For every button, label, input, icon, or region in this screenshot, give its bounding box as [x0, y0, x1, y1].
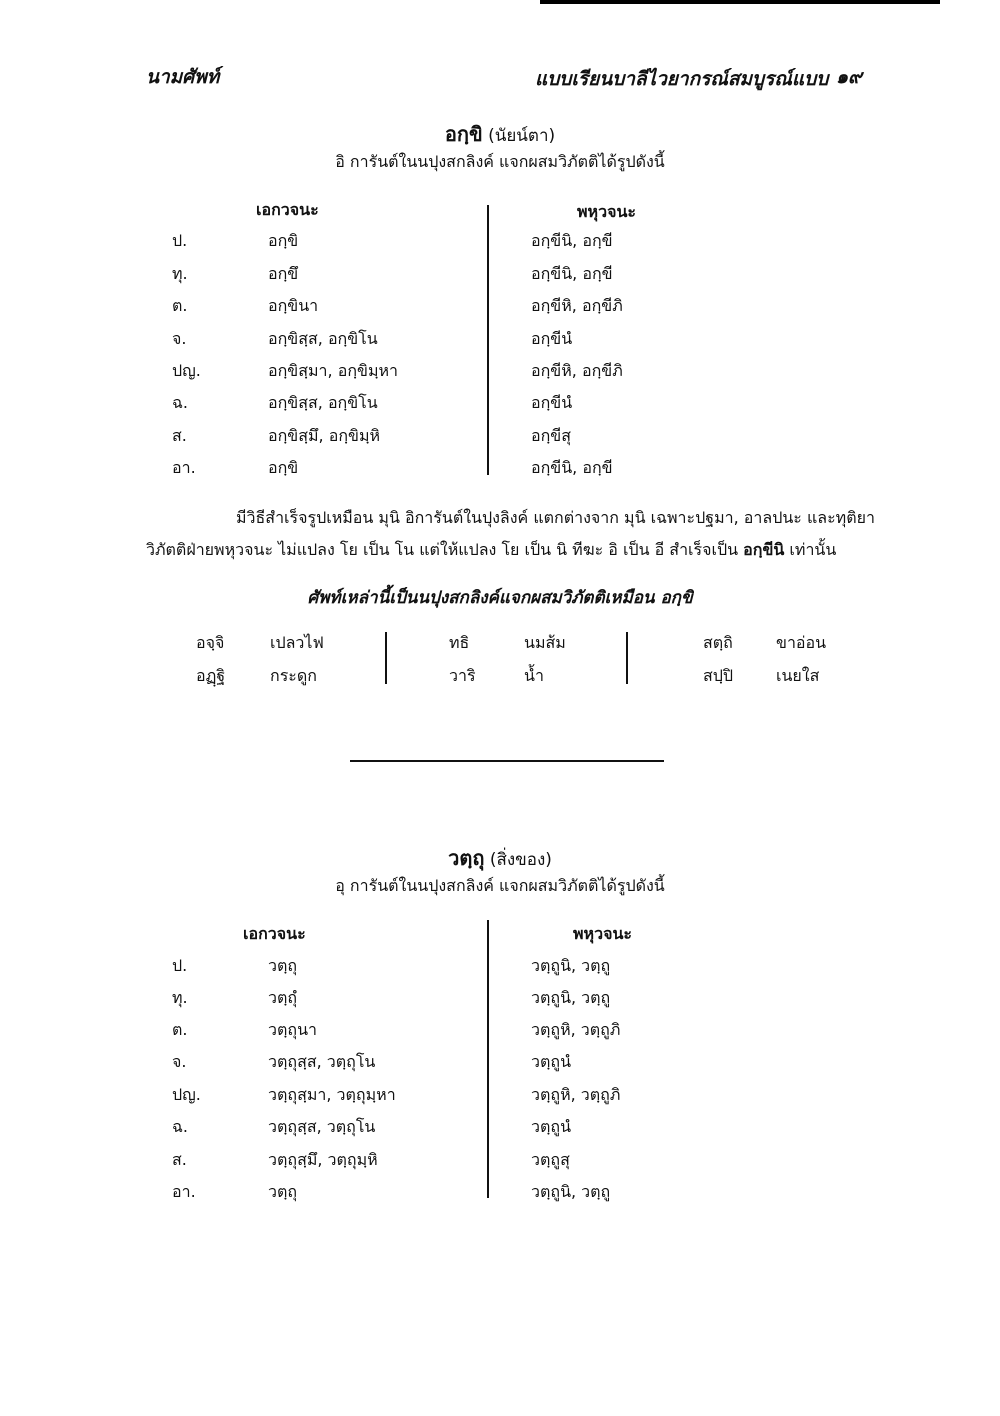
singular-form: วตฺถุสฺส, วตฺถุโน: [268, 1052, 376, 1071]
plural-form: วตฺถูนํ: [531, 1117, 571, 1136]
plural-form: อกฺขีนิ, อกฺขี: [531, 264, 613, 283]
case-label: อา.: [172, 458, 196, 477]
section1-meaning: (นัยน์ตา): [488, 126, 556, 146]
plural-form: อกฺขีนิ, อกฺขี: [531, 458, 613, 477]
similar-words-row: [0, 664, 1000, 696]
plural-form: วตฺถูหิ, วตฺถูภิ: [531, 1085, 621, 1104]
top-border-line: [540, 0, 940, 4]
table-row: [0, 1083, 1000, 1115]
case-label: จ.: [172, 1052, 187, 1071]
table-row: [0, 327, 1000, 359]
section1-word: อกฺขิ: [444, 122, 483, 146]
section2-title: [0, 842, 1000, 874]
plural-form: วตฺถูหิ, วตฺถูภิ: [531, 1020, 621, 1039]
singular-form: อกฺขิสฺส, อกฺขิโน: [268, 393, 378, 412]
singular-form: วตฺถุสฺมึ, วตฺถุมฺหิ: [268, 1150, 378, 1169]
word-meaning: กระดูก: [270, 666, 317, 685]
section1-title: [0, 118, 1000, 150]
pali-word: อฏฺฐิ: [196, 666, 226, 685]
section2-meaning: (สิ่งของ): [489, 850, 552, 870]
header-book-title: แบบเรียนบาลีไวยากรณ์สมบูรณ์แบบ: [535, 68, 829, 90]
table-row: [0, 294, 1000, 326]
plural-form: อกฺขีนํ: [531, 329, 573, 348]
case-label: ปญ.: [172, 361, 201, 380]
section1-singular-header: เอกวจนะ: [256, 200, 319, 219]
word-meaning: เปลวไฟ: [270, 633, 324, 652]
case-label: ต.: [172, 296, 188, 315]
case-label: ต.: [172, 1020, 188, 1039]
table-row: [0, 1180, 1000, 1212]
table-row: [0, 456, 1000, 488]
singular-form: อกฺขิ: [268, 231, 299, 250]
plural-form: วตฺถูนิ, วตฺถู: [531, 988, 611, 1007]
singular-form: วตฺถุํ: [268, 988, 298, 1007]
case-label: ส.: [172, 1150, 187, 1169]
plural-form: อกฺขีสุ: [531, 426, 571, 445]
singular-form: อกฺขิสฺมา, อกฺขิมฺหา: [268, 361, 399, 380]
section2-plural-header: พหุวจนะ: [573, 924, 632, 943]
plural-form: วตฺถูนิ, วตฺถู: [531, 1182, 611, 1201]
pali-word: วาริ: [449, 666, 476, 685]
case-label: ฉ.: [172, 393, 188, 412]
note-line-2-suffix: เท่านั้น: [789, 540, 837, 559]
similar-words-title: ศัพท์เหล่านี้เป็นนปุงสกลิงค์แจกผสมวิภัตติเหมือน อกฺขิ: [307, 588, 693, 608]
plural-form: วตฺถูสุ: [531, 1150, 570, 1169]
word-meaning: นมส้ม: [524, 633, 566, 652]
singular-form: วตฺถุนา: [268, 1020, 317, 1039]
note-bold-word: อกฺขีนิ: [743, 540, 785, 559]
singular-form: อกฺขึ: [268, 264, 299, 283]
singular-form: อกฺขิสฺมึ, อกฺขิมฺหิ: [268, 426, 381, 445]
singular-form: วตฺถุสฺมา, วตฺถุมฺหา: [268, 1085, 396, 1104]
header-chapter: นามศัพท์: [146, 66, 220, 88]
note-line-2-text: วิภัตติฝ่ายพหุวจนะ ไม่แปลง โย เป็น โน แต่ให้แปลง โย เป็น นิ ทีฆะ อิ เป็น อี สำเร็จเป็น: [146, 540, 739, 559]
table-row: [0, 1018, 1000, 1050]
table-row: [0, 954, 1000, 986]
plural-form: อกฺขีหิ, อกฺขีภิ: [531, 361, 623, 380]
singular-form: อกฺขิสฺส, อกฺขิโน: [268, 329, 378, 348]
plural-form: อกฺขีนิ, อกฺขี: [531, 231, 613, 250]
plural-form: วตฺถูนํ: [531, 1052, 571, 1071]
table-row: [0, 359, 1000, 391]
section2-subtitle: อุ การันต์ในนปุงสกลิงค์ แจกผสมวิภัตติได้รูปดังนี้: [335, 876, 665, 895]
table-row: [0, 229, 1000, 261]
table-row: [0, 262, 1000, 294]
case-label: ทุ.: [172, 988, 188, 1007]
section2-word: วตฺถุ: [448, 846, 485, 870]
section2-singular-header: เอกวจนะ: [243, 924, 306, 943]
table-row: [0, 986, 1000, 1018]
pali-word: ทธิ: [449, 633, 470, 652]
case-label: ปญ.: [172, 1085, 201, 1104]
table-row: [0, 1148, 1000, 1180]
word-meaning: เนยใส: [776, 666, 820, 685]
page-number: ๑๙: [836, 66, 862, 88]
note-line-2: [146, 538, 836, 563]
similar-words-row: [0, 631, 1000, 663]
note-line-1: มีวิธีสำเร็จรูปเหมือน มุนิ อิการันต์ในปุงลิงค์ แตกต่างจาก มุนิ เฉพาะปฐมา, อาลปนะ และทุติยา: [236, 508, 875, 527]
section1-subtitle: อิ การันต์ในนปุงสกลิงค์ แจกผสมวิภัตติได้รูปดังนี้: [335, 152, 665, 171]
plural-form: อกฺขีนํ: [531, 393, 573, 412]
table-row: [0, 424, 1000, 456]
pali-word: สปฺปิ: [703, 666, 734, 685]
word-meaning: น้ำ: [524, 666, 544, 685]
section1-plural-header: พหุวจนะ: [577, 202, 636, 221]
singular-form: วตฺถุ: [268, 956, 298, 975]
singular-form: วตฺถุ: [268, 1182, 298, 1201]
case-label: ฉ.: [172, 1117, 188, 1136]
table-row: [0, 1115, 1000, 1147]
pali-word: อจฺจิ: [196, 633, 225, 652]
plural-form: อกฺขีหิ, อกฺขีภิ: [531, 296, 623, 315]
plural-form: วตฺถูนิ, วตฺถู: [531, 956, 611, 975]
table-row: [0, 1050, 1000, 1082]
case-label: อา.: [172, 1182, 196, 1201]
case-label: ป.: [172, 231, 188, 250]
singular-form: วตฺถุสฺส, วตฺถุโน: [268, 1117, 376, 1136]
case-label: ส.: [172, 426, 187, 445]
case-label: ป.: [172, 956, 188, 975]
case-label: ทุ.: [172, 264, 188, 283]
singular-form: อกฺขิ: [268, 458, 299, 477]
case-label: จ.: [172, 329, 187, 348]
section-divider: [350, 760, 664, 762]
singular-form: อกฺขินา: [268, 296, 319, 315]
word-meaning: ขาอ่อน: [776, 633, 827, 652]
table-row: [0, 391, 1000, 423]
pali-word: สตฺถิ: [703, 633, 733, 652]
